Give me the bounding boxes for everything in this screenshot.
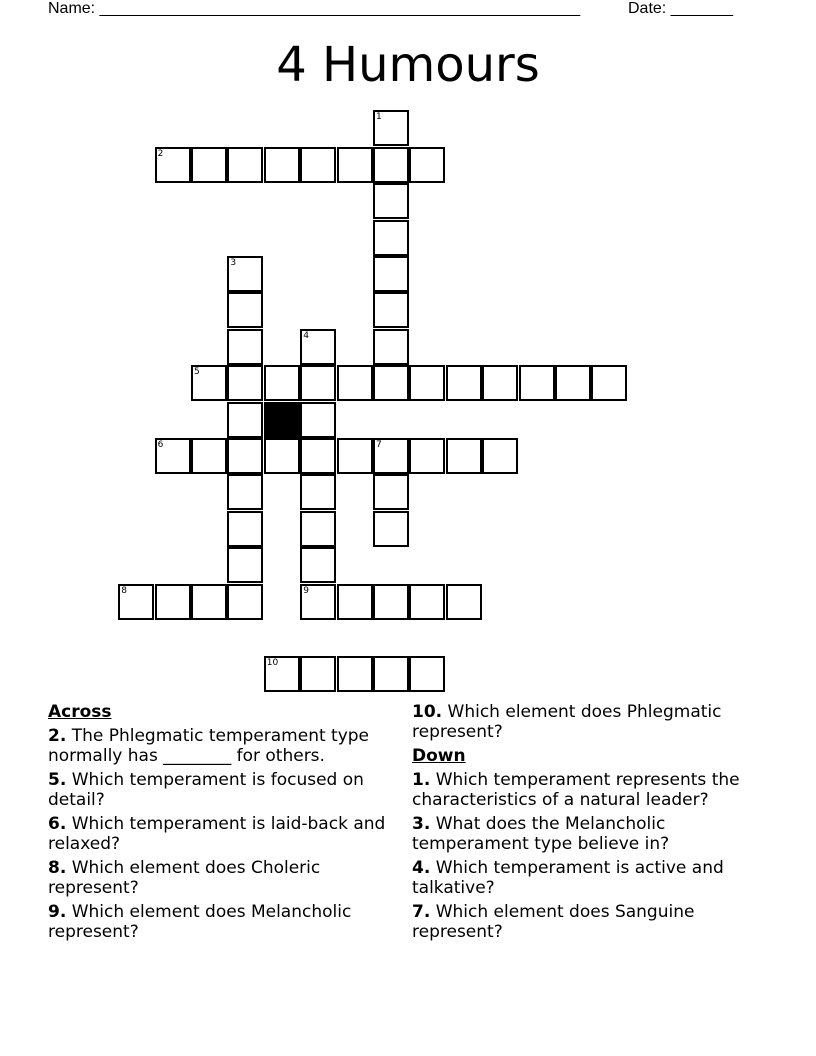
grid-cell[interactable] [227, 365, 263, 401]
grid-cell[interactable] [409, 584, 445, 620]
grid-cell-8[interactable] [118, 584, 154, 620]
clue-number-label: 7 [376, 440, 382, 450]
grid-cell[interactable] [227, 438, 263, 474]
clue-down-7: 7. Which element does Sanguine represent? [412, 902, 695, 942]
grid-cell-1[interactable] [373, 110, 409, 146]
grid-cell-7[interactable] [373, 438, 409, 474]
clue-number-label: 1 [376, 112, 382, 123]
grid-cell[interactable] [373, 584, 409, 620]
grid-cell[interactable] [373, 220, 409, 256]
clue-number-label: 8 [121, 585, 127, 596]
name-field-label: Name: ______________________________________________________ [48, 0, 581, 17]
grid-cell-5[interactable] [191, 365, 227, 401]
clue-across-9: 9. Which element does Melancholic represent? [48, 902, 352, 942]
clues-left-column [48, 702, 400, 946]
grid-cell[interactable] [373, 511, 409, 547]
grid-cell[interactable] [300, 365, 336, 401]
grid-cell[interactable] [264, 147, 300, 183]
date-field-label: Date: _______ [628, 0, 733, 17]
grid-cell[interactable] [337, 656, 373, 692]
grid-cell[interactable] [373, 183, 409, 219]
grid-cell[interactable] [227, 292, 263, 328]
grid-cell-10[interactable] [264, 656, 300, 692]
clue-number-label: 2 [157, 148, 164, 159]
grid-cell[interactable] [300, 474, 336, 510]
grid-cell[interactable] [227, 584, 263, 620]
grid-cell[interactable] [555, 365, 591, 401]
grid-cell[interactable] [300, 656, 336, 692]
clue-number-label: 10 [266, 658, 279, 669]
grid-cell[interactable] [227, 474, 263, 510]
clue-number-label: 9 [303, 585, 309, 596]
grid-cell[interactable] [446, 584, 482, 620]
grid-cell[interactable] [373, 147, 409, 183]
grid-cell[interactable] [300, 402, 336, 438]
grid-cell[interactable] [191, 584, 227, 620]
grid-cell-2[interactable] [155, 147, 191, 183]
clue-down-3: 3. What does the Melancholic temperament type believe in? [412, 814, 670, 854]
grid-cell-6[interactable] [155, 438, 191, 474]
grid-cell[interactable] [409, 365, 445, 401]
grid-cell[interactable] [155, 584, 191, 620]
grid-cell[interactable] [591, 365, 627, 401]
grid-cell[interactable] [409, 147, 445, 183]
grid-cell[interactable] [337, 365, 373, 401]
grid-cell[interactable] [373, 329, 409, 365]
grid-cell[interactable] [227, 547, 263, 583]
down-heading: Down [412, 746, 466, 766]
grid-cell[interactable] [300, 511, 336, 547]
grid-cell[interactable] [409, 438, 445, 474]
grid-cell[interactable] [373, 365, 409, 401]
grid-cell-4[interactable] [300, 329, 336, 365]
clue-across-10: 10. Which element does Phlegmatic represent? [412, 702, 722, 742]
grid-cell[interactable] [300, 547, 336, 583]
clue-number-label: 6 [157, 440, 164, 450]
clue-across-5: 5. Which temperament is focused on detail? [48, 770, 364, 810]
clue-number-label: 4 [303, 330, 309, 341]
grid-cell[interactable] [482, 365, 518, 401]
grid-cell[interactable] [191, 147, 227, 183]
grid-cell-9[interactable] [300, 584, 336, 620]
grid-cell[interactable] [519, 365, 555, 401]
grid-cell[interactable] [373, 656, 409, 692]
grid-cell[interactable] [337, 438, 373, 474]
grid-cell[interactable] [373, 292, 409, 328]
grid-cell[interactable] [300, 438, 336, 474]
black-square [264, 402, 300, 438]
grid-cell[interactable] [264, 365, 300, 401]
grid-cell[interactable] [227, 511, 263, 547]
grid-cell[interactable] [337, 147, 373, 183]
clue-down-4: 4. Which temperament is active and talkative? [412, 858, 724, 898]
clue-number-label: 5 [194, 367, 200, 378]
clue-across-6: 6. Which temperament is laid-back and relaxed? [48, 814, 386, 854]
grid-cell[interactable] [373, 474, 409, 510]
clue-down-1: 1. Which temperament represents the characteristics of a natural leader? [412, 770, 740, 810]
clues-right-column [412, 702, 782, 946]
clue-number-label: 3 [230, 258, 237, 268]
across-heading: Across [48, 702, 112, 722]
grid-cell[interactable] [227, 147, 263, 183]
grid-cell[interactable] [264, 438, 300, 474]
grid-cell[interactable] [446, 365, 482, 401]
clue-across-8: 8. Which element does Choleric represent? [48, 858, 321, 898]
grid-cell[interactable] [191, 438, 227, 474]
grid-cell[interactable] [373, 256, 409, 292]
grid-cell[interactable] [300, 147, 336, 183]
grid-cell[interactable] [227, 402, 263, 438]
grid-cell-3[interactable] [227, 256, 263, 292]
grid-cell[interactable] [227, 329, 263, 365]
page-title: 4 Humours [276, 37, 540, 93]
grid-cell[interactable] [409, 656, 445, 692]
grid-cell[interactable] [337, 584, 373, 620]
grid-cell[interactable] [446, 438, 482, 474]
grid-cell[interactable] [482, 438, 518, 474]
clue-across-2: 2. The Phlegmatic temperament type normally has ________ for others. [48, 726, 370, 766]
